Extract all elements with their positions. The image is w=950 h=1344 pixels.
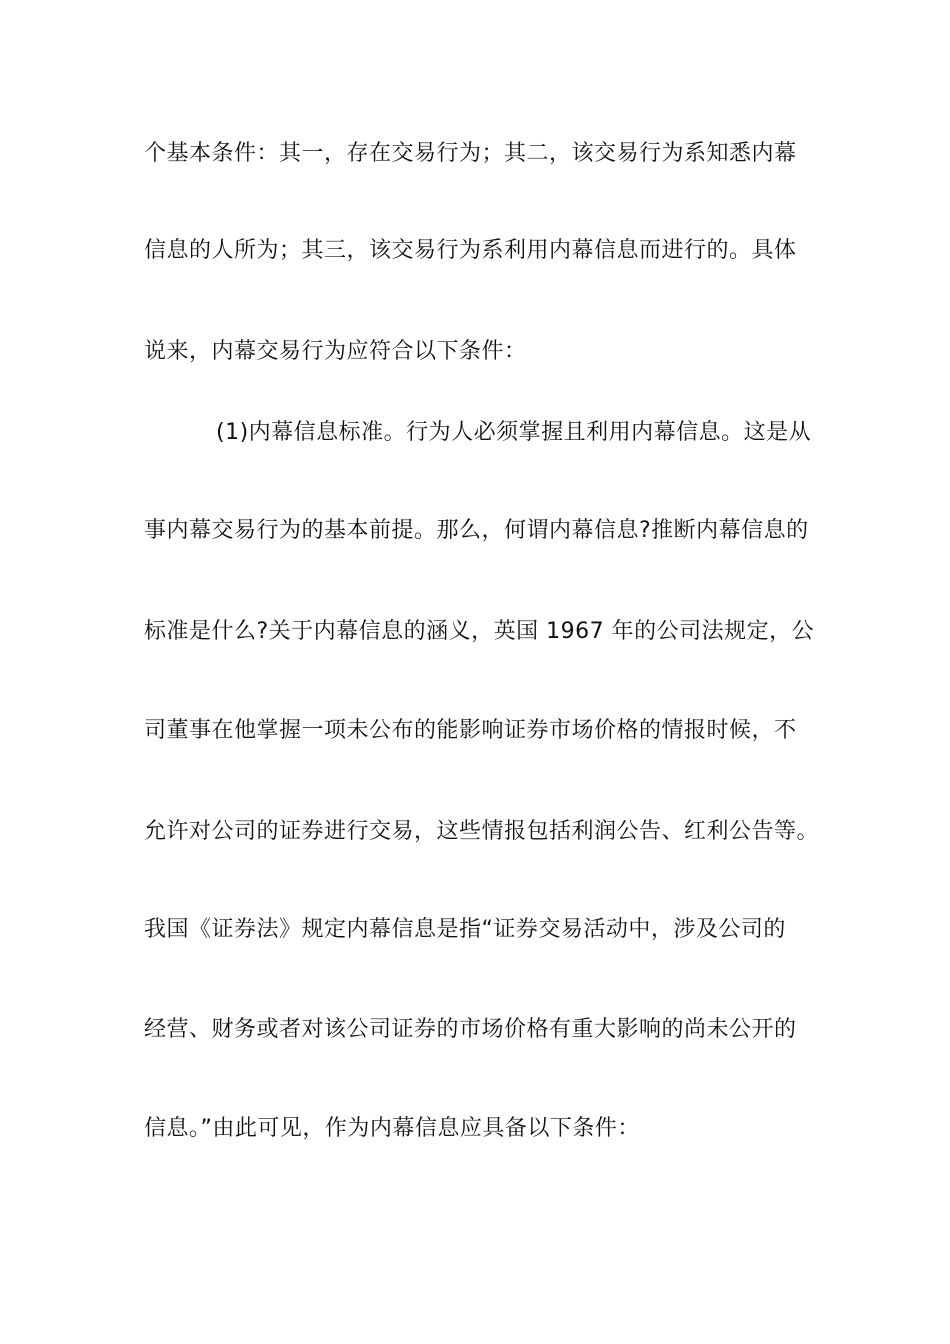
text-line: 经营、财务或者对该公司证券的市场价格有重大影响的尚未公开的 xyxy=(144,1017,797,1042)
text-line: 信息的人所为；其三，该交易行为系利用内幕信息而进行的。具体 xyxy=(144,238,797,263)
text-line: 说来，内幕交易行为应符合以下条件： xyxy=(144,339,527,364)
text-line: 司董事在他掌握一项未公布的能影响证券市场价格的情报时候，不 xyxy=(144,718,797,743)
text-line: 标准是什么?关于内幕信息的涵义，英国 1967 年的公司法规定，公 xyxy=(144,619,815,644)
text-line: 个基本条件：其一，存在交易行为；其二，该交易行为系知悉内幕 xyxy=(144,141,797,166)
text-line: 事内幕交易行为的基本前提。那么，何谓内幕信息?推断内幕信息的 xyxy=(144,518,809,543)
text-line: 我国《证券法》规定内幕信息是指“证券交易活动中，涉及公司的 xyxy=(144,917,786,942)
text-line: 信息。”由此可见，作为内幕信息应具备以下条件： xyxy=(144,1116,640,1141)
text-line: 允许对公司的证券进行交易，这些情报包括利润公告、红利公告等。 xyxy=(144,819,820,844)
paragraph-start-line: (1)内幕信息标准。行为人必须掌握且利用内幕信息。这是从 xyxy=(216,420,812,445)
